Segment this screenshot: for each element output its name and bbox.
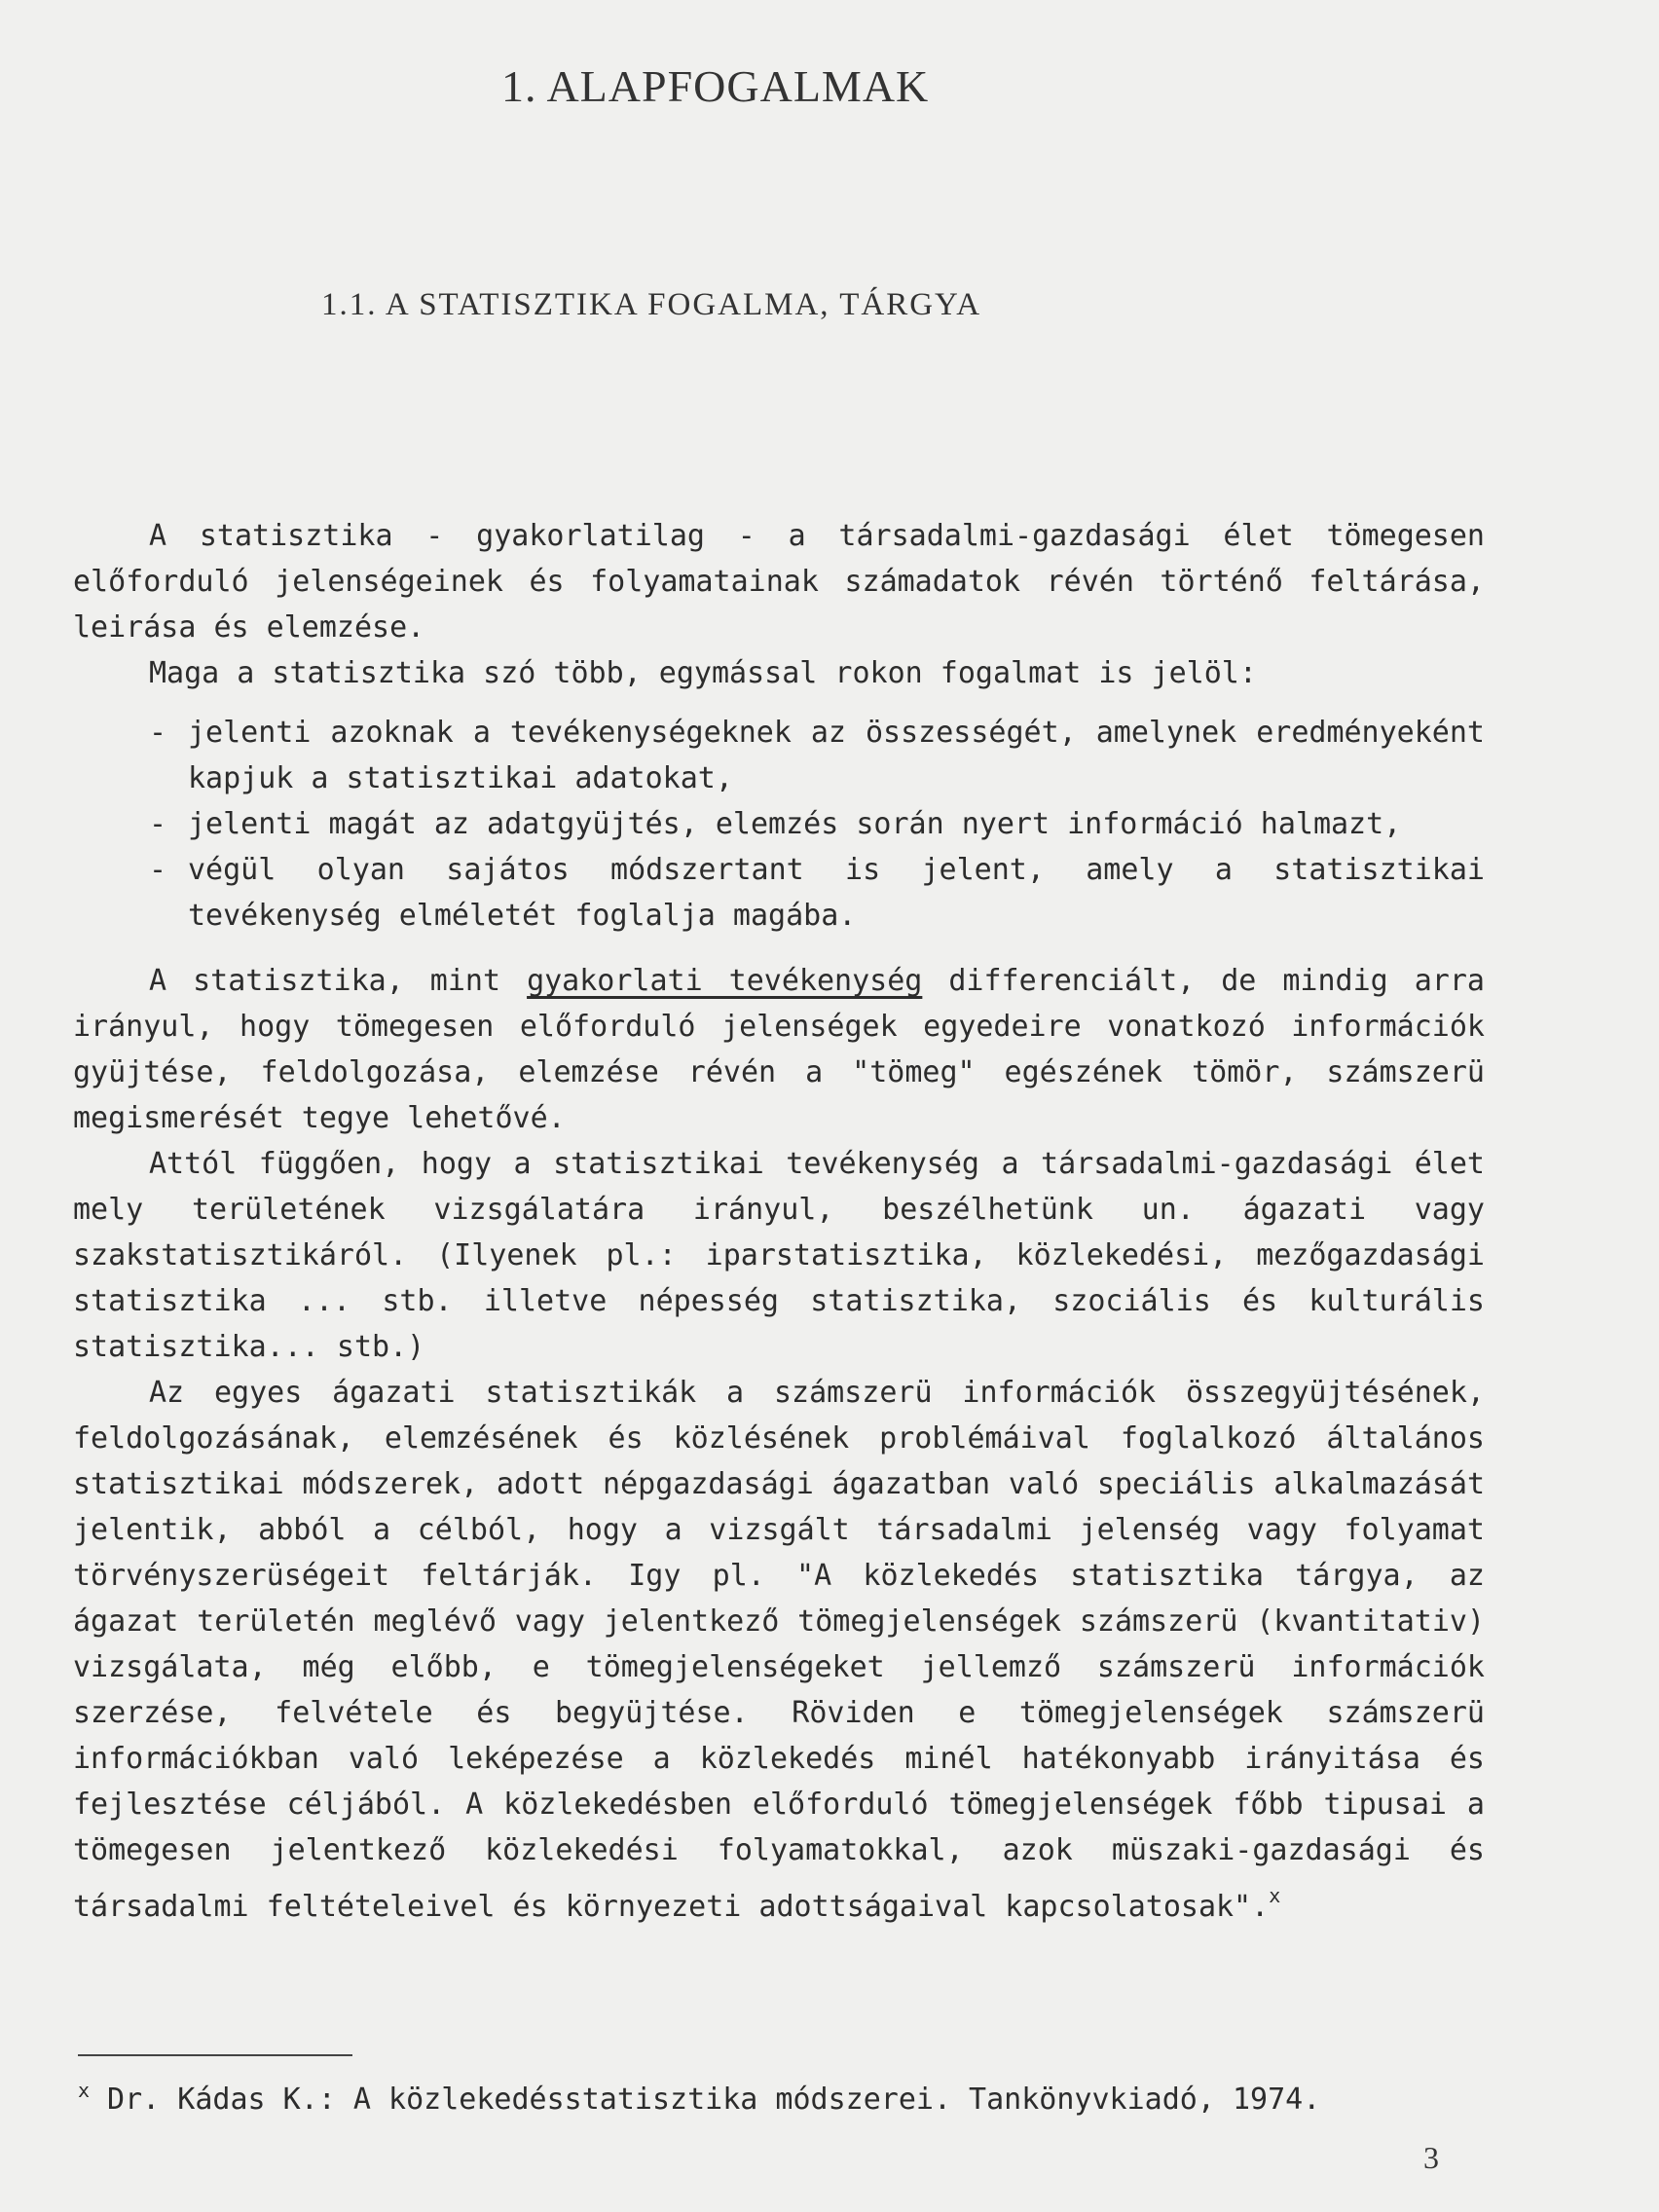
paragraph-definition: A statisztika - gyakorlatilag - a társadalmi-gazdasági élet tömegesen előforduló jelenségeinek és folyamatainak számadatok révén történő feltárása, leirása és elemzése. (73, 519, 1485, 645)
paragraph-practical-activity: A statisztika, mint gyakorlati tevékenység differenciált, de mindig arra irányul, hogy tömegesen előforduló jelenségek egyedeire vonatkozó információk gyüjtése, feldolgozása, elemzése révén a "tömeg" egészének tömör, számszerü megismerését tegye lehetővé. (73, 964, 1485, 1135)
body-text (73, 513, 1485, 1930)
footnote-reference: x (1269, 1884, 1281, 1907)
list-item (73, 847, 1485, 939)
footnote-text: Dr. Kádas K.: A közlekedésstatisztika módszerei. Tankönyvkiadó, 1974. (107, 2083, 1321, 2117)
paragraph-sector-statistics: Attól függően, hogy a statisztikai tevékenység a társadalmi-gazdasági élet mely területének vizsgálatára irányul, beszélhetünk un. ágazati vagy szakstatisztikáról. (Ilyenek pl.: iparstatisztika, közlekedési, mezőgazdasági statisztika ... stb. illetve népesség statisztika, szociális és kulturális statisztika... stb.) (73, 1147, 1485, 1364)
list-item (73, 801, 1485, 847)
chapter-title: 1. ALAPFOGALMAK (501, 61, 930, 111)
dash-bullet: - (149, 716, 167, 750)
list-item-text: jelenti azoknak a tevékenységeknek az összességét, amelynek eredményeként kapjuk a statisztikai adatokat, (188, 716, 1485, 795)
list-item (73, 710, 1485, 801)
list-item-text: végül olyan sajátos módszertant is jelent, amely a statisztikai tevékenység elméletét foglalja magába. (188, 853, 1485, 933)
footnote-divider (78, 2054, 352, 2056)
paragraph-general-methods: Az egyes ágazati statisztikák a számszerü információk összegyüjtésének, feldolgozásának, elemzésének és közlésének problémáival foglalkozó általános statisztikai módszerek, adott népgazdasági ágazatban való speciális alkalmazását jelentik, abból a célból, hogy a vizsgált társadalmi jelenség vagy folyamat törvényszerüségeit feltárják. Igy pl. "A közlekedés statisztika tárgya, az ágazat területén meglévő vagy jelentkező tömegjelenségek számszerü (kvantitativ) vizsgálata, még előbb, e tömegjelenségeket jellemző számszerü információk szerzése, felvétele és begyüjtése. Röviden e tömegjelenségek számszerü információkban való leképezése a közlekedés minél hatékonyabb irányitása és fejlesztése céljából. A közlekedésben előforduló tömegjelenségek főbb tipusai a tömegesen jelentkező közlekedési folyamatokkal, azok müszaki-gazdasági és társadalmi feltételeivel és környezeti adottságaival kapcsolatosak".$^x$ (73, 1376, 1485, 1924)
underlined-term: gyakorlati tevékenység (527, 964, 923, 998)
section-title: 1.1. A STATISZTIKA FOGALMA, TÁRGYA (321, 287, 982, 322)
page-number: 3 (1423, 2140, 1439, 2175)
paragraph-word-meanings: Maga a statisztika szó több, egymással rokon fogalmat is jelöl: (149, 656, 1257, 690)
dash-bullet: - (149, 853, 167, 887)
dash-bullet: - (149, 807, 167, 841)
footnote-marker: x (78, 2079, 91, 2102)
footnote (78, 2079, 1480, 2117)
meanings-list (73, 710, 1485, 939)
list-item-text: jelenti magát az adatgyüjtés, elemzés során nyert információ halmazt, (188, 807, 1402, 841)
